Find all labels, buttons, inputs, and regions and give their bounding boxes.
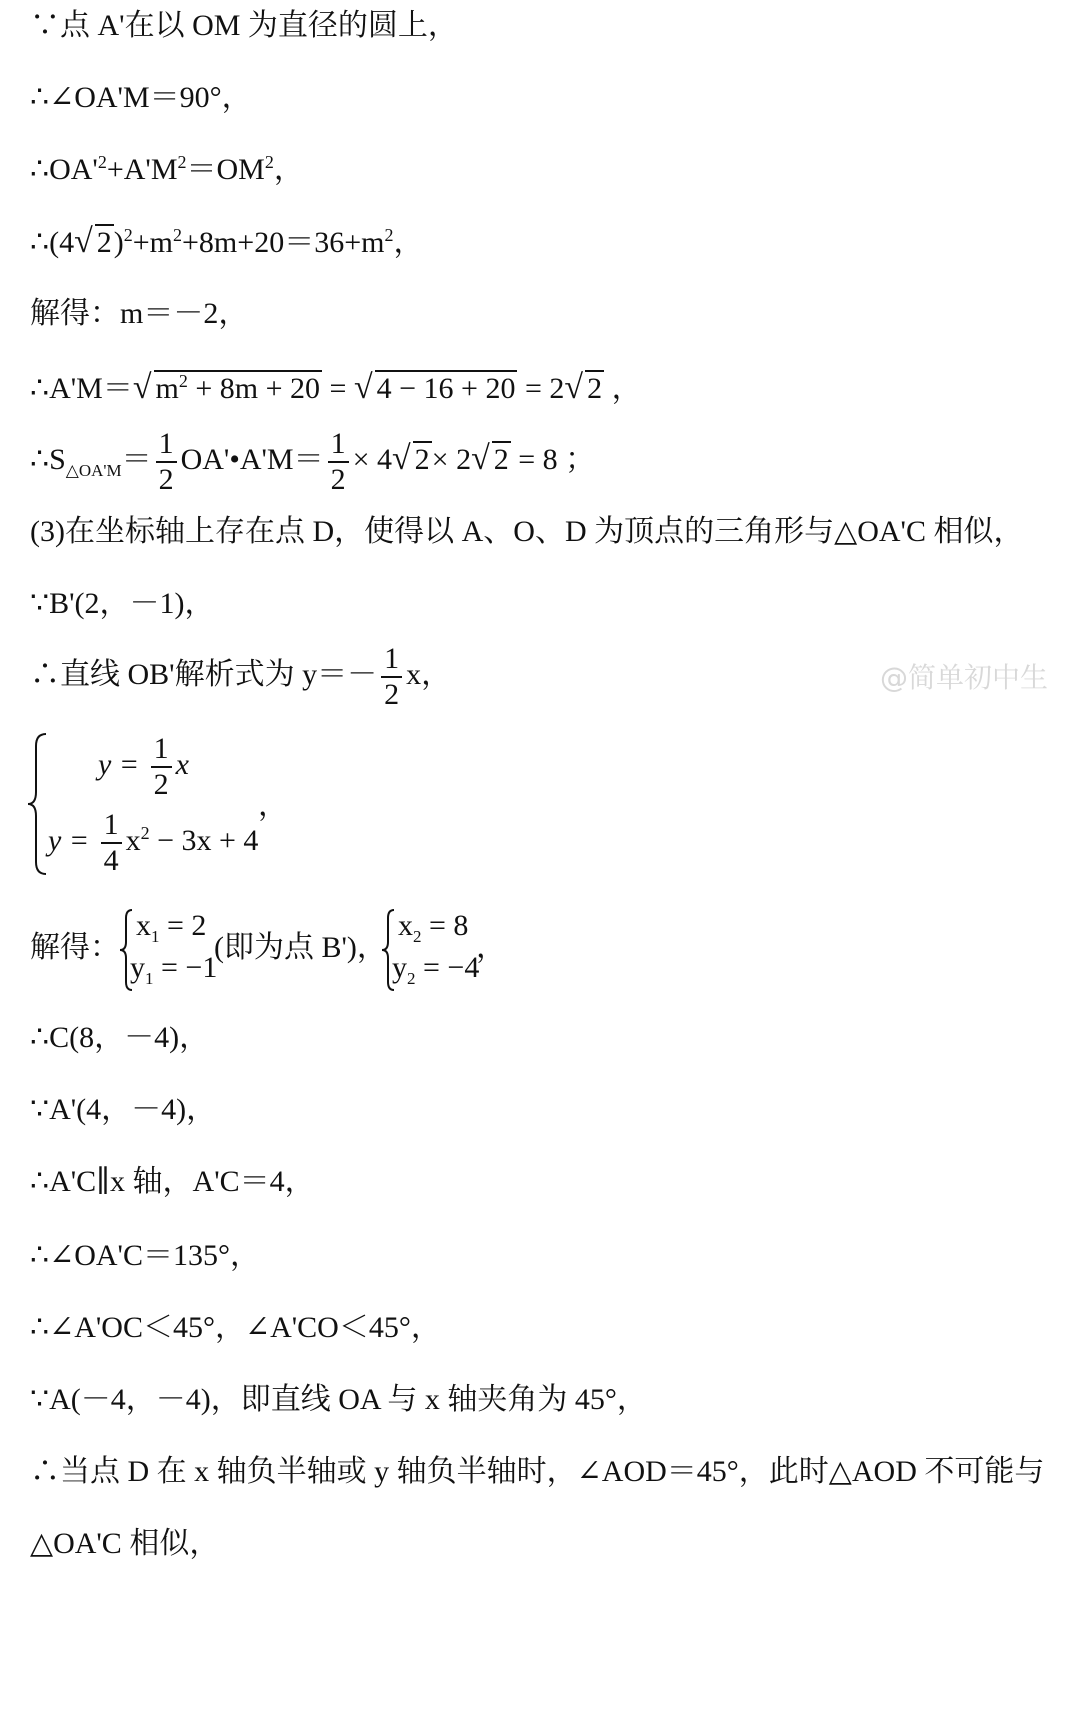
text: (即为点 B')， [214,931,387,964]
text: ， [393,226,424,259]
solution-note [214,928,387,968]
line-10 [30,640,451,712]
text: y = [98,748,147,781]
line-15 [30,1162,315,1202]
text: x， [406,658,452,691]
text: × 4 [352,443,392,476]
text: +m [132,226,174,259]
text: − 3x + 4 [149,824,259,857]
denominator: 2 [330,463,346,497]
radicand [154,370,323,406]
text: ∴A'C∥x 轴，A'C＝4， [30,1165,315,1198]
superscript: 2 [97,152,107,172]
text: m [155,372,179,405]
text: +A'M [106,153,178,186]
solution-comma [476,928,506,968]
numerator: 1 [151,732,172,768]
radicand: 2 [414,443,430,476]
watermark-text: @简单初中生 [880,661,1049,694]
text: = 8 ； [510,443,596,476]
solution-line [0,900,1080,1000]
text: ∴S [30,443,66,476]
text: ， [476,931,506,964]
radicand: 2 [587,372,603,405]
text: ＝OM [186,153,265,186]
line-3 [30,150,304,190]
text: x [136,909,151,942]
radicand: 2 [493,443,509,476]
line-7 [30,424,595,497]
text: ∵B'(2，－1)， [30,587,215,620]
superscript: 2 [123,225,133,245]
line-13 [30,1018,209,1058]
text: + 8m + 20 [187,372,321,405]
text: ∵点 A'在以 OM 为直径的圆上， [30,9,458,42]
text: ∵A'(4，－4)， [30,1093,217,1126]
fraction [328,427,349,497]
system-eq-2 [48,806,258,878]
text: ∴A'M＝ [30,372,133,405]
text: ∵A(－4，－4)，即直线 OA 与 x 轴夹角为 45°， [30,1383,647,1416]
superscript: 2 [264,152,274,172]
text: ∴∠A'OC＜45°，∠A'CO＜45°， [30,1311,441,1344]
text: y = [48,824,97,857]
text: = 2 [159,909,207,942]
text: ) [113,226,124,259]
radical-sign: √ [564,369,584,406]
fraction [156,427,177,497]
line-18 [30,1380,647,1420]
text: = −1 [153,951,218,984]
line-17 [30,1308,441,1348]
text: ∴∠OA'M＝90°， [30,81,252,114]
text: △OA'C 相似， [30,1527,220,1560]
denominator: 2 [384,678,400,712]
line-5 [30,294,248,334]
radical-sign: √ [132,369,152,406]
line-8 [30,512,1023,552]
text: ， [604,372,642,405]
text: ∴(4 [30,226,75,259]
superscript: 2 [178,371,188,391]
solve-label [30,928,120,968]
line-6 [30,368,642,409]
text: = −4 [415,951,480,984]
system-comma [258,786,288,826]
watermark [880,656,1048,696]
text: ∴直线 OB'解析式为 y＝－ [30,658,378,691]
text: 解得：m＝－2， [30,297,249,330]
text: = [322,372,354,405]
superscript: 2 [384,225,394,245]
radical-sign: √ [74,223,93,260]
fraction [151,732,172,802]
left-brace [26,730,50,878]
text: ， [273,153,304,186]
line-9 [30,584,214,624]
text: = 2 [517,372,565,405]
line-16 [30,1236,260,1276]
subscript: △OA'M [65,461,122,480]
text: x [175,748,189,781]
solution-1-y [130,948,217,988]
text: × 2 [431,443,472,476]
text: +8m+20＝36+m [182,226,385,259]
radicand: 4 − 16 + 20 [376,372,516,405]
fraction [381,642,402,712]
numerator: 1 [381,642,402,678]
superscript: 2 [177,152,187,172]
solution-2-y [392,948,479,988]
text: y [392,951,407,984]
line-14 [30,1090,216,1130]
solution-1-x [136,906,206,946]
numerator: 1 [328,427,349,463]
denominator: 2 [153,768,169,802]
equation-system [26,730,286,878]
line-2 [30,78,252,118]
subscript: 1 [145,969,154,988]
radical-sign: √ [471,440,490,477]
text: ∴当点 D 在 x 轴负半轴或 y 轴负半轴时，∠AOD＝45°，此时△AOD 不可能与 [30,1455,1045,1488]
subscript: 2 [407,969,416,988]
denominator: 2 [158,463,174,497]
line-4 [30,222,423,263]
line-19 [30,1452,1044,1492]
system-eq-1 [98,730,189,802]
text: OA'•A'M＝ [180,443,324,476]
text: ∴C(8，－4)， [30,1021,210,1054]
superscript: 2 [173,225,183,245]
text: x [398,909,413,942]
text: ＝ [121,443,152,476]
solution-2-x [398,906,468,946]
fraction [101,808,122,878]
subscript: 2 [413,927,422,946]
text: x [125,824,141,857]
radical-sign: √ [392,440,411,477]
radicand: 2 [96,226,112,259]
radical-sign: √ [353,369,373,406]
text: 解得： [30,931,120,964]
denominator: 4 [103,844,119,878]
numerator: 1 [101,808,122,844]
text: ∴∠OA'C＝135°， [30,1239,260,1272]
text: = 8 [421,909,469,942]
line-20 [30,1524,219,1564]
superscript: 2 [140,823,150,843]
subscript: 1 [151,927,160,946]
text: y [130,951,145,984]
text: ∴OA' [30,153,98,186]
numerator: 1 [156,427,177,463]
text: ， [258,789,288,822]
line-1 [30,6,458,46]
text: (3)在坐标轴上存在点 D，使得以 A、O、D 为顶点的三角形与△OA'C 相似， [30,515,1024,548]
